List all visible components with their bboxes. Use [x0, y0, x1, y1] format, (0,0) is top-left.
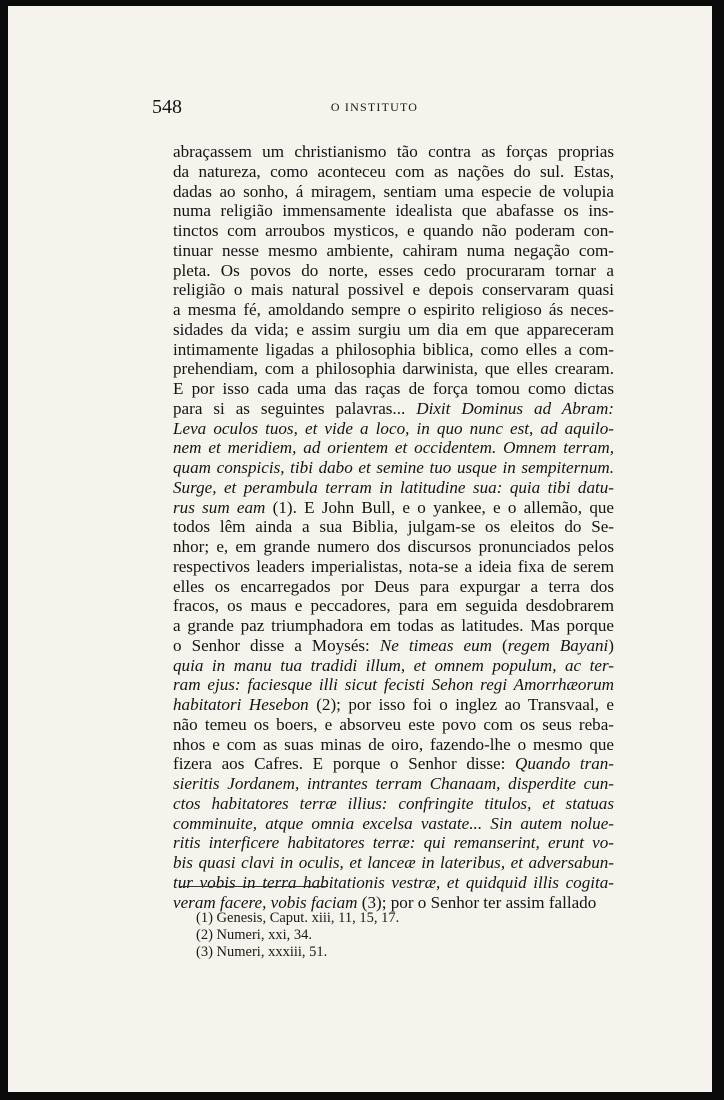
text-line [173, 498, 614, 518]
italic-text: ctos habitatores terræ illius: confringite titulos, et statuas [173, 793, 614, 813]
italic-text: Quando tran- [515, 754, 614, 774]
italic-text: bis quasi clavi in oculis, et lanceæ in lateribus, et adversabun- [173, 853, 614, 872]
text-line [173, 616, 614, 636]
text-segment: pleta. Os povos do norte, esses cedo procuraram tornar a [173, 260, 614, 280]
text-line [173, 636, 614, 656]
text-line [173, 833, 614, 853]
footnote-divider [180, 886, 328, 887]
text-line [173, 261, 614, 281]
italic-text: habitatori Hesebon [173, 695, 309, 714]
text-line [173, 794, 614, 814]
text-line [173, 340, 614, 360]
footnote-2: (2) Numeri, xxi, 34. [196, 927, 312, 943]
italic-text: comminuite, atque omnia excelsa vastate... Sin autem nolue- [173, 813, 614, 833]
text-segment: tinuar nesse mesmo ambiente, cahiram numa negação com- [173, 240, 614, 260]
text-line [173, 280, 614, 300]
text-line [173, 438, 614, 458]
body-text [173, 142, 614, 912]
text-line [173, 537, 614, 557]
text-segment: para si as seguintes palavras... [173, 398, 417, 418]
text-segment: a grande paz triumphadora em todas as latitudes. Mas porque [173, 616, 614, 635]
text-line [173, 182, 614, 202]
text-segment: prehendiam, com a philosophia darwinista, que elles crearam. [173, 359, 614, 379]
italic-text: tur vobis in terra habitationis vestræ, et quidquid illis cogita- [173, 872, 614, 892]
text-segment: (3); por o Senhor ter assim fallado [357, 892, 597, 912]
text-line [173, 853, 614, 873]
text-segment: E por isso cada uma das raças de força tomou como dictas [173, 379, 614, 398]
footnotes [196, 910, 399, 961]
italic-text: quia in manu tua tradidi illum, et omnem populum, ac ter- [173, 655, 614, 675]
page-header [152, 96, 597, 118]
text-segment: da natureza, como aconteceu com as nações do sul. Estas, [173, 161, 614, 181]
text-line [173, 735, 614, 755]
italic-text: Leva oculos tuos, et vide a loco, in quo nunc est, ad aquilo- [173, 418, 614, 438]
text-line [173, 359, 614, 379]
text-segment: abraçassem um christianismo tão contra as forças proprias [173, 142, 614, 161]
text-segment: ) [608, 635, 614, 655]
running-head: O INSTITUTO [330, 100, 419, 114]
text-line [173, 774, 614, 794]
text-line [173, 241, 614, 261]
italic-text: nem et meridiem, ad orientem et occidentem. Omnem terram, [173, 438, 614, 458]
text-segment: nhor; e, em grande numero dos discursos pronunciados pelos [173, 537, 614, 556]
text-line [173, 162, 614, 182]
text-line [173, 517, 614, 537]
text-line [173, 379, 614, 399]
footnote-3: (3) Numeri, xxxiii, 51. [196, 944, 328, 960]
text-segment: ( [492, 635, 508, 655]
text-line [173, 873, 614, 893]
text-line [173, 458, 614, 478]
text-segment: dadas ao sonho, á miragem, sentiam uma especie de volupia [173, 181, 614, 201]
text-line [173, 656, 614, 676]
text-line [173, 814, 614, 834]
text-line [173, 201, 614, 221]
italic-text: regem Bayani [507, 635, 609, 655]
book-page [8, 6, 712, 1092]
text-segment: respectivos leaders imperialistas, nota-se a ideia fixa de serem [173, 556, 614, 576]
text-segment: religião o mais natural possivel e depois conservaram quasi [173, 280, 614, 300]
text-segment: a mesma fé, amoldando sempre o espirito religioso ás neces- [173, 300, 614, 319]
text-line [173, 577, 614, 597]
text-segment: fracos, os maus e peccadores, para em seguida desdobrarem [173, 596, 614, 616]
text-line [173, 320, 614, 340]
text-line [173, 300, 614, 320]
text-segment: nhos e com as suas minas de oiro, fazendo-lhe o mesmo que [173, 734, 614, 754]
text-segment: não temeu os boers, e absorveu este povo com os seus reba- [173, 714, 614, 734]
text-segment: sidades da vida; e assim surgiu um dia em que appareceram [173, 319, 614, 339]
italic-text: ritis interficere habitatores terræ: qui remanserint, erunt vo- [173, 833, 614, 853]
text-line [173, 557, 614, 577]
text-line [173, 399, 614, 419]
text-line [173, 142, 614, 162]
italic-text: Dixit Dominus ad Abram: [416, 398, 614, 418]
italic-text: veram facere, vobis faciam [173, 892, 358, 912]
italic-text: ram ejus: faciesque illi sicut fecisti Sehon regi Amorrhæorum [173, 675, 614, 695]
text-line [173, 596, 614, 616]
footnote-1: (1) Genesis, Caput. xiii, 11, 15, 17. [196, 910, 400, 926]
italic-text: Surge, et perambula terram in latitudine sua: quia tibi datu- [173, 477, 614, 497]
text-segment: elles os encarregados por Deus para expurgar a terra dos [173, 576, 614, 596]
italic-text: quam conspicis, tibi dabo et semine tuo usque in sempiternum. [173, 458, 614, 477]
text-segment: tinctos com arroubos mysticos, e quando não poderam con- [173, 221, 614, 240]
text-line [173, 221, 614, 241]
italic-text: rus sum eam [173, 497, 266, 517]
text-segment: (2); por isso foi o inglez ao Transvaal, e [308, 695, 614, 714]
text-line [173, 754, 614, 774]
text-segment: numa religião immensamente idealista que abafasse os ins- [173, 201, 614, 221]
text-segment: (1). E John Bull, e o yankee, e o allemão, que [265, 497, 614, 517]
text-segment: todos lêm ainda a sua Biblia, julgam-se os eleitos do Se- [173, 517, 614, 537]
text-line [173, 675, 614, 695]
text-segment: intimamente ligadas a philosophia biblica, como elles a com- [173, 339, 614, 359]
page-number: 548 [152, 96, 182, 118]
text-line [173, 419, 614, 439]
italic-text: Ne timeas eum [379, 635, 493, 655]
text-line [173, 695, 614, 715]
text-line [173, 715, 614, 735]
text-line [173, 478, 614, 498]
text-segment: o Senhor disse a Moysés: [173, 635, 380, 655]
italic-text: sieritis Jordanem, intrantes terram Chanaam, disperdite cun- [173, 774, 614, 793]
text-segment: fizera aos Cafres. E porque o Senhor disse: [173, 754, 516, 774]
